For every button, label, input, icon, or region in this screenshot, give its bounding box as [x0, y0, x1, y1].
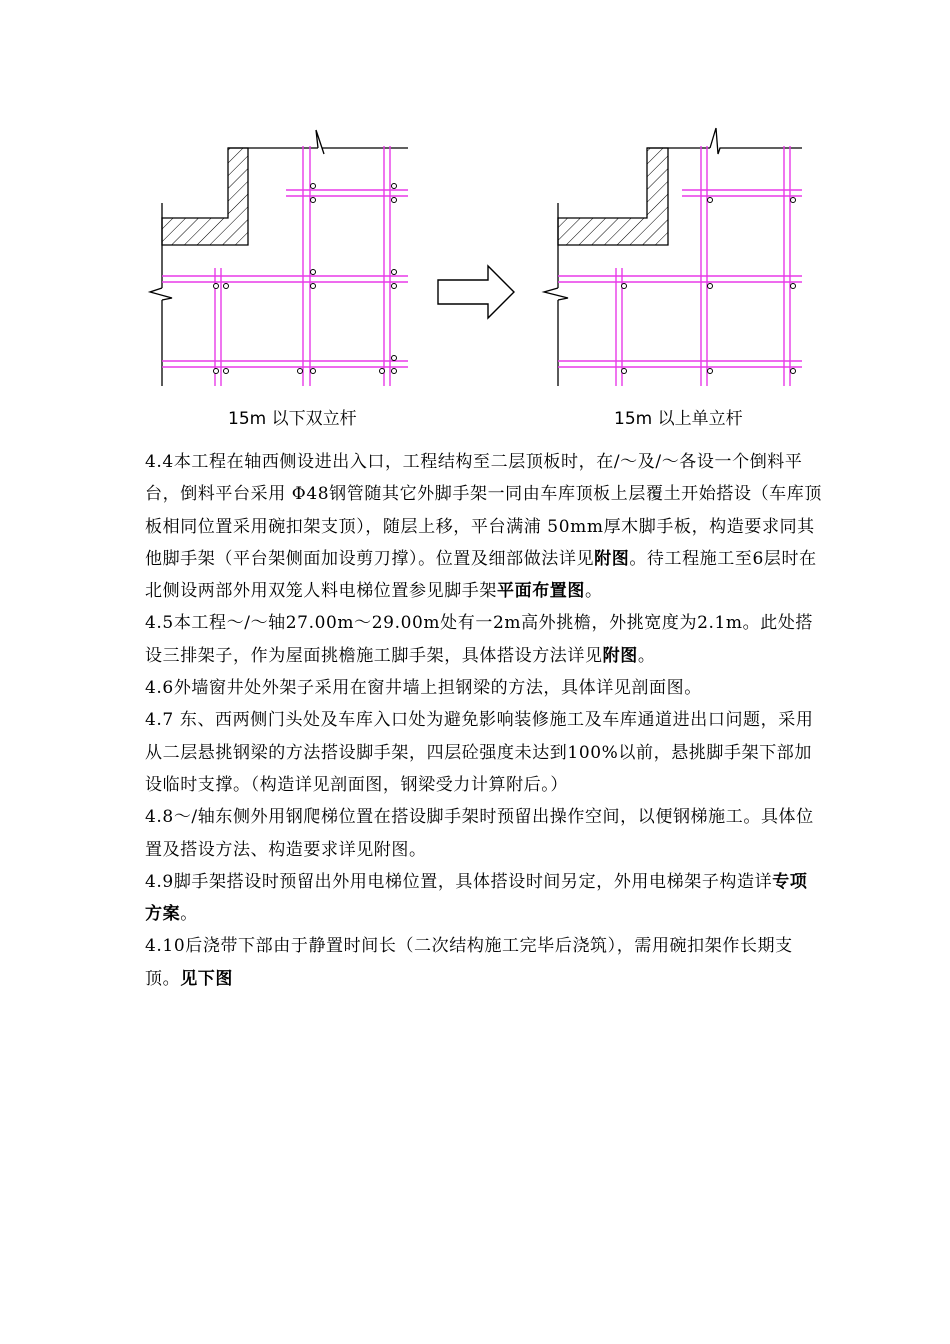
text-run: 4.5本工程～/～轴27.00m～29.00m处有一2m高外挑檐，外挑宽度为2.1m。此处搭设三排架子，作为屋面挑檐施工脚手架，具体搭设方法详见	[145, 613, 814, 666]
text-run: 4.9脚手架搭设时预留出外用电梯位置，具体搭设时间另定，外用电梯架子构造详	[145, 871, 773, 892]
text-run: 。待工程施工至6层时在北侧设两部外用双笼人料电梯位置参见脚手架	[145, 548, 817, 602]
paragraph	[145, 607, 825, 672]
right-arrow-icon	[438, 266, 514, 318]
paragraph	[145, 930, 825, 995]
text-run: 4.8～/轴东侧外用钢爬梯位置在搭设脚手架时预留出操作空间，以便钢梯施工。具体位置及搭设方法、构造要求详见附图。	[145, 807, 814, 860]
concrete-wall	[558, 148, 668, 245]
bold-text-run: 平面布置图	[497, 581, 585, 602]
text-run: 4.10后浇带下部由于静置时间长（二次结构施工完毕后浇筑），需用碗扣架作长期支顶。	[145, 936, 793, 989]
paragraph	[145, 446, 825, 607]
text-run: 。	[180, 904, 198, 925]
scaffold-diagram	[120, 118, 840, 438]
bold-text-run: 见下图	[180, 968, 234, 989]
double-pole-diagram	[150, 130, 408, 386]
right-figure-caption: 15m 以上单立杆	[614, 409, 743, 429]
bold-text-run: 附图	[594, 548, 630, 569]
text-run: 。	[637, 645, 656, 666]
single-pole-diagram	[544, 128, 802, 386]
text-run: 4.7 东、西两侧门头处及车库入口处为避免影响装修施工及车库通道进出口问题，采用从二层悬挑钢梁的方法搭设脚手架，四层砼强度未达到100%以前，悬挑脚手架下部加设临时支撑。（构造详见剖面图，钢梁受力计算附后。）	[145, 710, 814, 795]
left-figure-caption: 15m 以下双立杆	[228, 409, 357, 429]
paragraph	[145, 672, 825, 704]
text-run: 4.4本工程在轴西侧设进出入口，工程结构至二层顶板时，在/～及/～各设一个倒料平台，倒料平台采用 Φ48钢管随其它外脚手架一同由车库顶板上层覆土开始搭设（车库顶板相同位置采用碗扣架支顶），随层上移，平台满浦 50mm厚木脚手板，构造要求同其他脚手架（平台架侧面加设剪刀撑）。位置及细部做法详见	[145, 452, 822, 569]
paragraph	[145, 866, 825, 931]
text-run: 4.6外墙窗井处外架子采用在窗井墙上担钢梁的方法，具体详见剖面图。	[145, 678, 702, 699]
paragraph	[145, 704, 825, 801]
bold-text-run: 附图	[602, 645, 638, 666]
body-text	[145, 446, 825, 995]
paragraph	[145, 801, 825, 866]
bold-text-run: 专项方案	[145, 871, 808, 925]
text-run: 。	[585, 581, 603, 602]
concrete-wall	[162, 148, 248, 245]
